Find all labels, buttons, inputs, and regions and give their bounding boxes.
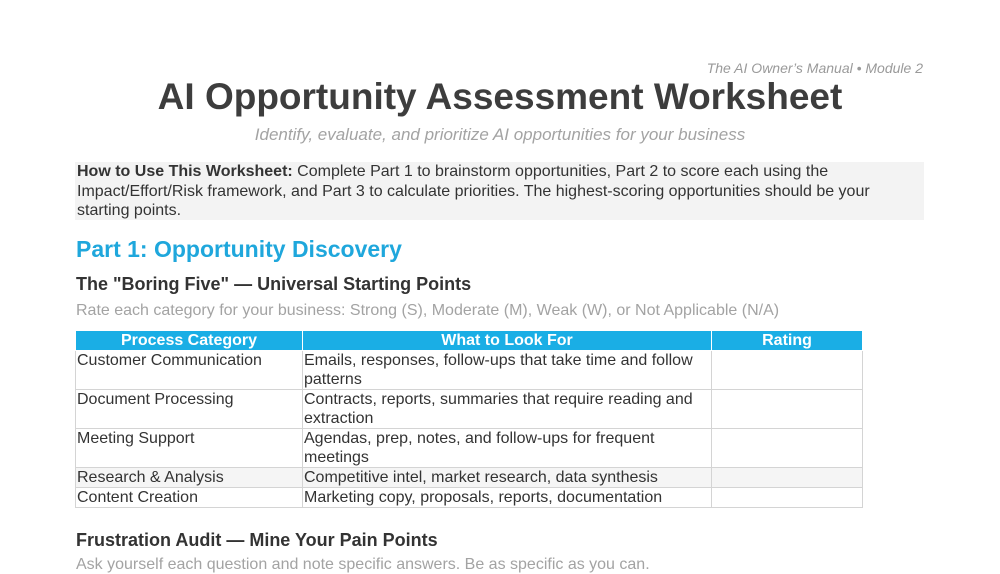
look-for-cell: Contracts, reports, summaries that require reading and extraction [303,390,712,429]
boring-five-instruction: Rate each category for your business: Strong (S), Moderate (M), Weak (W), or Not Applicable (N/A) [76,302,780,319]
category-cell: Meeting Support [76,429,303,468]
column-header-rating: Rating [712,331,863,351]
category-cell: Customer Communication [76,351,303,390]
category-cell: Document Processing [76,390,303,429]
frustration-audit-title: Frustration Audit — Mine Your Pain Points [76,530,438,550]
table-row [76,429,863,468]
look-for-cell: Competitive intel, market research, data synthesis [303,468,712,488]
rating-cell[interactable] [712,351,863,390]
series-label: The AI Owner’s Manual • Module 2 [706,60,923,76]
rating-cell[interactable] [712,390,863,429]
look-for-cell: Emails, responses, follow-ups that take time and follow patterns [303,351,712,390]
table-header-row [76,331,863,351]
look-for-cell: Marketing copy, proposals, reports, documentation [303,488,712,508]
frustration-audit-instruction: Ask yourself each question and note specific answers. Be as specific as you can. [76,556,650,573]
boring-five-table [75,330,863,508]
part-1-title: Part 1: Opportunity Discovery [76,236,402,262]
rating-cell[interactable] [712,468,863,488]
table-row [76,351,863,390]
how-to-label: How to Use This Worksheet: [77,163,293,180]
column-header-look-for: What to Look For [303,331,712,351]
rating-cell[interactable] [712,429,863,468]
look-for-cell: Agendas, prep, notes, and follow-ups for frequent meetings [303,429,712,468]
boring-five-title: The "Boring Five" — Universal Starting Points [76,274,472,294]
table-row [76,390,863,429]
how-to-text: Complete Part 1 to brainstorm opportunities, Part 2 to score each using the Impact/Effort/Risk framework, and Part 3 to calculate priorities. The highest-scoring opportunities should be your starting points. [77,163,870,219]
how-to-use-box [75,162,924,220]
rating-cell[interactable] [712,488,863,508]
category-cell: Content Creation [76,488,303,508]
table-row [76,468,863,488]
table-row [76,488,863,508]
page-title: AI Opportunity Assessment Worksheet [157,76,843,117]
page-subtitle: Identify, evaluate, and prioritize AI opportunities for your business [254,125,746,144]
column-header-category: Process Category [76,331,303,351]
category-cell: Research & Analysis [76,468,303,488]
